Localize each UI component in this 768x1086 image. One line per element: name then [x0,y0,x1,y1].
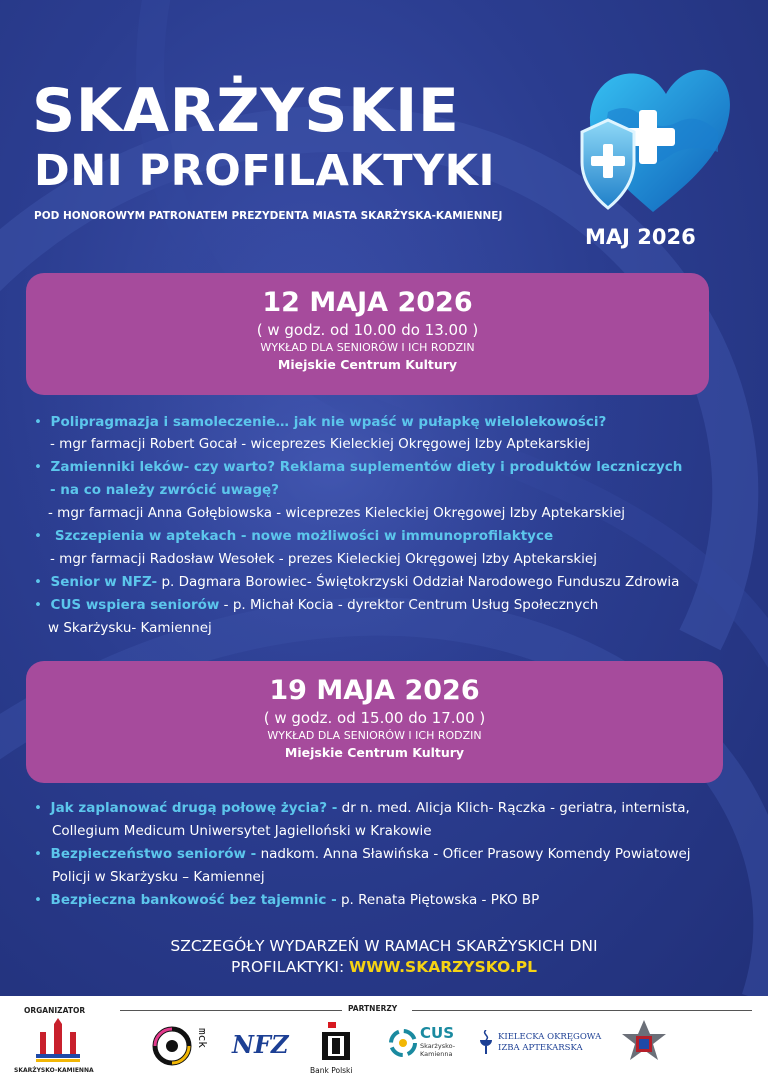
month-label: MAJ 2026 [585,225,696,249]
footer-line-2: PROFILAKTYKI: WWW.SKARZYSKO.PL [230,958,538,976]
event-2-lecture: WYKŁAD DLA SENIORÓW I ICH RODZIN [267,729,482,742]
police-star-badge-icon [622,1020,666,1068]
mck-logo-icon [152,1026,192,1066]
footer-line-1: SZCZEGÓŁY WYDARZEŃ W RAMACH SKARŻYSKICH DNI [170,937,598,955]
list-item: • CUS wspiera seniorów - p. Michał Kocia - dyrektor Centrum Usług Społecznych [34,597,599,613]
skarzysko-crest-icon [30,1018,90,1064]
cus-logo-icon [388,1028,418,1058]
patronage-text: POD HONOROWYM PATRONATEM PREZYDENTA MIASTA SKARŻYSKA-KAMIENNEJ [34,210,503,222]
list-item: • Szczepienia w aptekach - nowe możliwości w immunoprofilaktyce [34,528,554,544]
mck-text: mck [196,1028,209,1048]
event-2-place: Miejskie Centrum Kultury [284,745,465,760]
event-1-date: 12 MAJA 2026 [262,287,473,318]
event-1-hours: ( w godz. od 10.00 do 13.00 ) [256,321,479,339]
divider [120,1010,342,1011]
item-speaker: - mgr farmacji Radosław Wesołek - prezes Kieleckiej Okręgowej Izby Aptekarskiej [50,551,597,567]
partners-bar [0,996,768,1086]
list-item: • Jak zaplanować drugą połowę życia? - dr n. med. Alicja Klich- Rączka - geriatra, internista, [34,800,690,816]
footer-info [0,936,768,978]
pharmacy-bowl-icon [478,1030,494,1056]
title-line-2: DNI PROFILAKTYKI [34,146,495,196]
heart-shield-cross-icon [548,62,733,222]
list-item: • Zamienniki leków- czy warto? Reklama suplementów diety i produktów leczniczych [34,459,683,475]
title-line-1: SKARŻYSKIE [32,76,460,146]
website-link[interactable]: WWW.SKARZYSKO.PL [349,958,538,976]
event-1-lecture: WYKŁAD DLA SENIORÓW I ICH RODZIN [260,341,475,354]
item-topic: Senior w NFZ- [50,574,158,590]
item-speaker: nadkom. Anna Sławińska - Oficer Prasowy Komendy Powiatowej [256,846,691,862]
event-2-banner [26,661,723,783]
list-item: • Polipragmazja i samoleczenie… jak nie wpaść w pułapkę wielolekowości? [34,414,607,430]
item-speaker-continued: w Skarżysku- Kamiennej [48,620,212,636]
item-topic: Zamienniki leków- czy warto? Reklama suplementów diety i produktów leczniczych [50,459,683,475]
item-speaker-continued: Policji w Skarżysku – Kamiennej [52,869,265,885]
list-item: • Bezpieczna bankowość bez tajemnic - p. Renata Piętowska - PKO BP [34,892,540,908]
cus-text: CUS [420,1024,454,1042]
item-speaker: - p. Michał Kocia - dyrektor Centrum Usług Społecznych [219,597,599,613]
divider [412,1010,752,1011]
item-topic: Bezpieczeństwo seniorów - [50,846,257,862]
partners-label: PARTNERZY [348,1004,398,1013]
item-topic-continued: - na co należy zwrócić uwagę? [50,482,279,498]
pko-bank-logo-icon [318,1022,354,1062]
item-speaker: - mgr farmacji Anna Gołębiowska - wiceprezes Kieleckiej Okręgowej Izby Aptekarskiej [48,505,626,521]
item-speaker-continued: Collegium Medicum Uniwersytet Jagielloński w Krakowie [52,823,432,839]
item-speaker: p. Renata Piętowska - PKO BP [336,892,540,908]
item-topic: Bezpieczna bankowość bez tajemnic - [50,892,337,908]
event-2-date: 19 MAJA 2026 [269,675,480,706]
item-topic: Szczepienia w aptekach - nowe możliwości w immunoprofilaktyce [54,528,554,544]
kielce-chamber-logo: KIELECKA OKRĘGOWA IZBA APTEKARSKA [498,1032,602,1053]
event-1-place: Miejskie Centrum Kultury [277,357,458,372]
list-item: • Bezpieczeństwo seniorów - nadkom. Anna Sławińska - Oficer Prasowy Komendy Powiatowej [34,846,691,862]
organizer-label: ORGANIZATOR [24,1006,86,1015]
cus-subtext: Skarżysko- Kamienna [420,1042,456,1058]
event-1-banner [26,273,709,395]
nfz-logo: NFZ [232,1030,289,1059]
item-speaker: - mgr farmacji Robert Gocał - wiceprezes Kieleckiej Okręgowej Izby Aptekarskiej [50,436,591,452]
item-topic: Jak zaplanować drugą połowę życia? - [50,800,338,816]
bank-text: Bank Polski [310,1066,353,1075]
item-speaker: p. Dagmara Borowiec- Świętokrzyski Oddział Narodowego Funduszu Zdrowia [157,574,680,590]
organizer-logo-text: SKARŻYSKO-KAMIENNA [14,1067,94,1074]
item-topic: Polipragmazja i samoleczenie… jak nie wpaść w pułapkę wielolekowości? [50,414,607,430]
item-speaker: dr n. med. Alicja Klich- Rączka - geriatra, internista, [337,800,690,816]
list-item: • Senior w NFZ- p. Dagmara Borowiec- Świętokrzyski Oddział Narodowego Funduszu Zdrowia [34,574,680,590]
item-topic: CUS wspiera seniorów [50,597,220,613]
event-2-hours: ( w godz. od 15.00 do 17.00 ) [263,709,486,727]
